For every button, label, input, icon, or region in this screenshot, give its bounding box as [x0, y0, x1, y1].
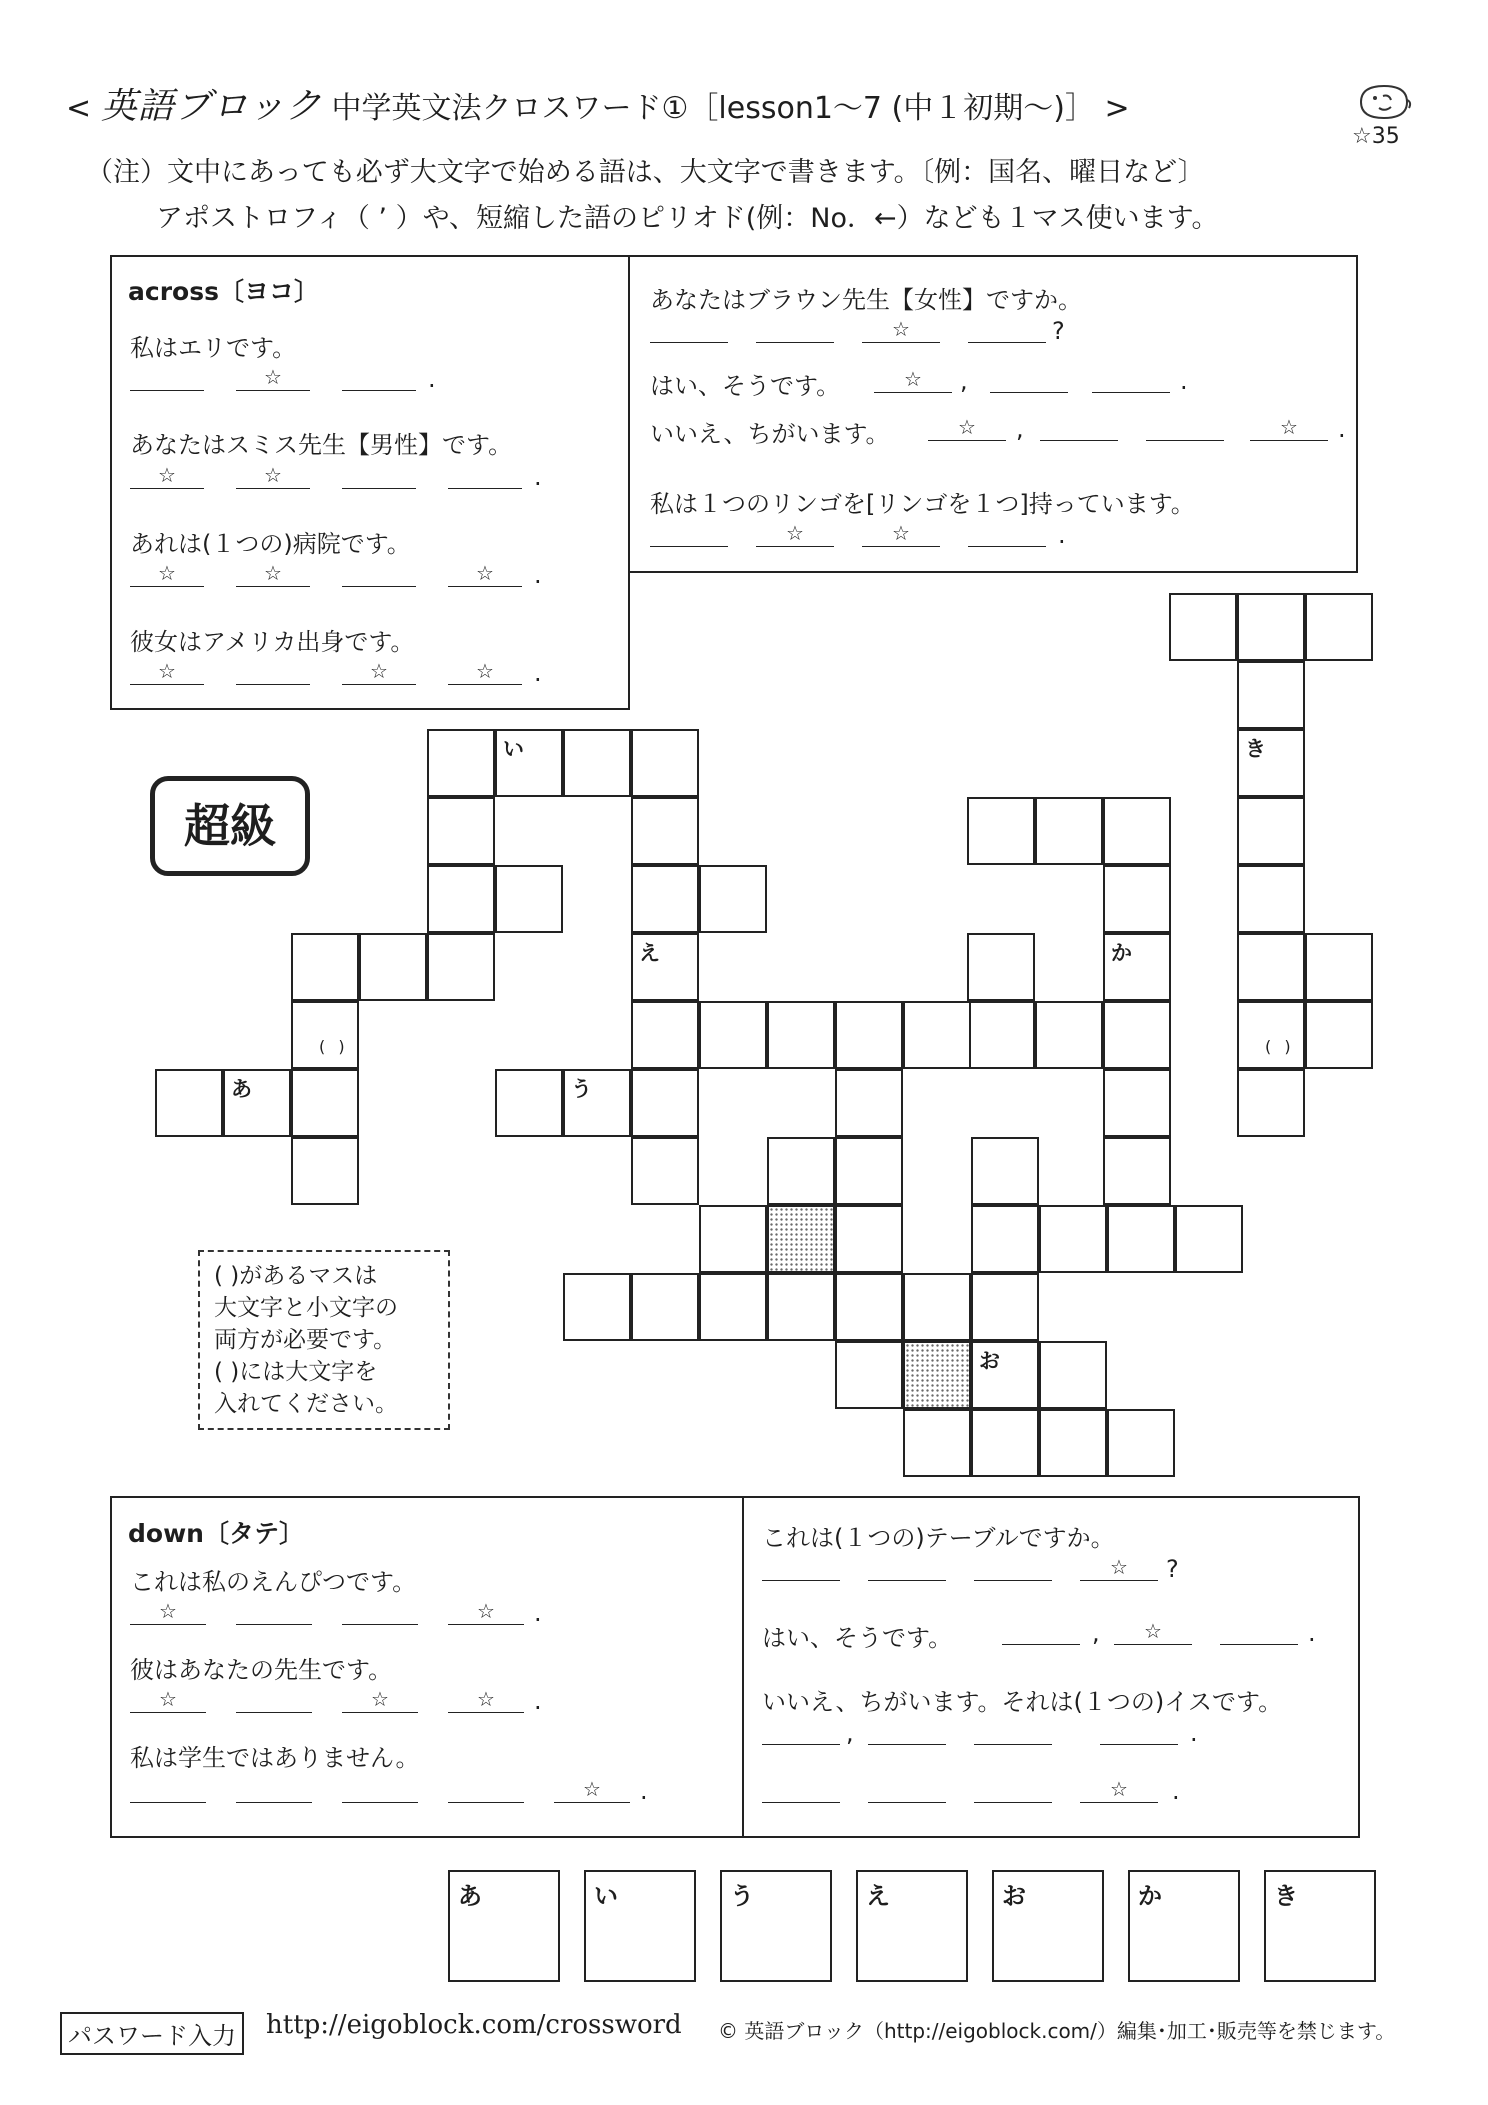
crossword-cell[interactable] — [971, 1273, 1039, 1341]
answer-blank[interactable] — [650, 316, 728, 343]
brand-logo: 英語ブロック — [100, 86, 322, 127]
answer-box-ka[interactable] — [1128, 1870, 1240, 1982]
crossword-cell[interactable] — [767, 1001, 835, 1069]
hint-line: 両方が必要です。 — [214, 1327, 397, 1353]
punctuation: ? — [1166, 1555, 1179, 1583]
mascot-icon — [1355, 80, 1413, 124]
down-clue-2: 彼はあなたの先生です。 — [130, 1656, 393, 1684]
comma: , — [846, 1719, 854, 1747]
answer-box-label: き — [1274, 1882, 1298, 1910]
crossword-cell[interactable] — [1237, 933, 1305, 1001]
crossword-cell[interactable] — [699, 1273, 767, 1341]
answer-blank[interactable] — [1146, 414, 1224, 441]
down-clue-5: はい、そうです。 — [762, 1624, 953, 1652]
answer-blank[interactable]: ☆ — [928, 414, 1006, 441]
answer-blank[interactable] — [650, 520, 728, 547]
comma: , — [960, 367, 968, 395]
answer-blank[interactable]: ☆ — [342, 1686, 418, 1713]
punctuation: . — [534, 1687, 542, 1715]
crossword-cell[interactable] — [427, 933, 495, 1001]
crossword-cell[interactable] — [291, 1001, 359, 1069]
crossword-cell[interactable] — [1305, 1001, 1373, 1069]
comma: , — [1092, 1619, 1100, 1647]
crossword-cell[interactable] — [1103, 865, 1171, 933]
answer-box-u[interactable] — [720, 1870, 832, 1982]
answer-blank[interactable]: ☆ — [130, 1598, 206, 1625]
answer-blank[interactable]: ☆ — [756, 520, 834, 547]
crossword-url-link[interactable]: http://eigoblock.com/crossword — [266, 2010, 682, 2040]
crossword-cell[interactable] — [971, 1137, 1039, 1205]
answer-box-label: え — [866, 1882, 890, 1910]
crossword-cell[interactable] — [1305, 593, 1373, 661]
shaded-cell — [903, 1341, 971, 1409]
hint-line: ( )があるマスは — [214, 1263, 378, 1289]
crossword-cell[interactable] — [563, 1069, 631, 1137]
crossword-cell[interactable] — [1237, 1069, 1305, 1137]
answer-blank[interactable] — [130, 1776, 206, 1803]
punctuation: . — [1338, 415, 1346, 443]
crossword-cell[interactable] — [1103, 933, 1171, 1001]
crossword-cell[interactable] — [903, 1409, 971, 1477]
page-title — [66, 78, 1130, 129]
answer-blank[interactable] — [236, 1776, 312, 1803]
punctuation: . — [534, 1599, 542, 1627]
crossword-cell[interactable] — [155, 1069, 223, 1137]
answer-blank[interactable]: ☆ — [130, 658, 204, 685]
crossword-cell[interactable] — [223, 1069, 291, 1137]
down-clue-1: これは私のえんぴつです。 — [130, 1568, 417, 1596]
answer-blank[interactable]: ☆ — [448, 1598, 524, 1625]
down-clue-4: これは(１つの)テーブルですか。 — [762, 1524, 1115, 1552]
answer-blank[interactable] — [868, 1554, 946, 1581]
crossword-cell[interactable] — [1035, 797, 1103, 865]
punctuation: . — [428, 365, 436, 393]
down-heading: down〔タテ〕 — [128, 1519, 304, 1548]
across-clue-2: あなたはスミス先生【男性】です。 — [130, 431, 513, 459]
answer-blank[interactable] — [342, 1598, 418, 1625]
crossword-cell[interactable] — [631, 729, 699, 797]
copyright-notice: © 英語ブロック（http://eigoblock.com/）編集･加工･販売等を禁じます。 — [718, 2019, 1396, 2043]
answer-blank[interactable] — [1100, 1718, 1178, 1745]
answer-blank[interactable] — [974, 1776, 1052, 1803]
answer-blank[interactable] — [448, 1776, 524, 1803]
answer-box-e[interactable] — [856, 1870, 968, 1982]
answer-blank[interactable]: ☆ — [554, 1776, 630, 1803]
crossword-cell[interactable] — [835, 1001, 903, 1069]
punctuation: . — [1058, 521, 1066, 549]
crossword-cell[interactable] — [835, 1137, 903, 1205]
answer-blank[interactable]: ☆ — [236, 364, 310, 391]
punctuation: . — [1308, 1619, 1316, 1647]
crossword-cell[interactable] — [971, 1341, 1039, 1409]
answer-box-i[interactable] — [584, 1870, 696, 1982]
crossword-cell[interactable] — [291, 933, 359, 1001]
crossword-cell[interactable] — [699, 1001, 767, 1069]
clue-label-u: う — [571, 1077, 592, 1101]
answer-blank[interactable]: ☆ — [1250, 414, 1328, 441]
level-badge: 超級 — [150, 776, 310, 876]
hint-line: ( )には大文字を — [214, 1359, 378, 1385]
hint-line: 大文字と小文字の — [214, 1295, 398, 1321]
crossword-cell[interactable] — [767, 1273, 835, 1341]
crossword-cell[interactable] — [1237, 593, 1305, 661]
crossword-cell[interactable] — [631, 933, 699, 1001]
across-clue-1: 私はエリです。 — [130, 334, 297, 362]
answer-blank[interactable] — [342, 560, 416, 587]
uppercase-marker: ( ) — [319, 1037, 349, 1056]
answer-blank[interactable] — [762, 1776, 840, 1803]
answer-blank[interactable] — [130, 364, 204, 391]
crossword-cell[interactable] — [967, 797, 1035, 865]
crossword-cell[interactable] — [699, 865, 767, 933]
answer-blank[interactable]: ☆ — [1080, 1554, 1158, 1581]
across-clue-7: いいえ、ちがいます。 — [650, 420, 890, 448]
crossword-cell[interactable] — [359, 933, 427, 1001]
hint-box — [198, 1250, 450, 1430]
close-bracket: > — [1104, 91, 1130, 126]
crossword-cell[interactable] — [767, 1137, 835, 1205]
answer-box-label: あ — [458, 1882, 482, 1910]
crossword-cell[interactable] — [1305, 933, 1373, 1001]
punctuation: . — [640, 1777, 648, 1805]
crossword-cell[interactable] — [1237, 1001, 1305, 1069]
clue-label-ki: き — [1245, 737, 1266, 761]
answer-blank[interactable] — [868, 1718, 946, 1745]
answer-blank[interactable] — [974, 1554, 1052, 1581]
answer-blank[interactable]: ☆ — [862, 316, 940, 343]
crossword-cell[interactable] — [835, 1341, 903, 1409]
answer-blank[interactable] — [342, 1776, 418, 1803]
across-heading: across〔ヨコ〕 — [128, 277, 319, 306]
answer-blank[interactable] — [1092, 366, 1170, 393]
answer-blank[interactable]: ☆ — [236, 560, 310, 587]
clue-label-ka: か — [1111, 941, 1132, 965]
crossword-cell[interactable] — [1103, 1137, 1171, 1205]
crossword-cell[interactable] — [1039, 1409, 1107, 1477]
crossword-cell[interactable] — [631, 1273, 699, 1341]
answer-blank[interactable] — [1040, 414, 1118, 441]
crossword-cell[interactable] — [835, 1069, 903, 1137]
down-clue-3: 私は学生ではありません。 — [130, 1744, 420, 1772]
answer-blank[interactable]: ☆ — [342, 658, 416, 685]
crossword-cell[interactable] — [1237, 865, 1305, 933]
shaded-cell — [767, 1205, 835, 1273]
answer-blank[interactable] — [342, 462, 416, 489]
punctuation: . — [1172, 1777, 1180, 1805]
crossword-cell[interactable] — [631, 1137, 699, 1205]
crossword-cell[interactable] — [631, 797, 699, 865]
crossword-cell[interactable] — [903, 1273, 971, 1341]
title-text: 中学英文法クロスワード①［lesson1～7 (中１初期～)］ — [331, 91, 1095, 126]
across-clue-5: あなたはブラウン先生【女性】ですか。 — [650, 286, 1082, 314]
crossword-cell[interactable] — [291, 1069, 359, 1137]
crossword-cell[interactable] — [1237, 661, 1305, 729]
crossword-cell[interactable] — [631, 1001, 699, 1069]
note-line-1: （注）文中にあっても必ず大文字で始める語は、大文字で書きます。〔例：国名、曜日など〕 — [86, 157, 1205, 188]
answer-blank[interactable] — [974, 1718, 1052, 1745]
note-line-2: アポストロフィ（ ’ ）や、短縮した語のピリオド(例：No．←）なども１マス使います。 — [156, 203, 1219, 234]
answer-box-label: い — [594, 1882, 618, 1910]
answer-blank[interactable] — [756, 316, 834, 343]
crossword-cell[interactable] — [1039, 1341, 1107, 1409]
clue-label-e: え — [639, 941, 660, 965]
across-clue-8: 私は１つのリンゴを[リンゴを１つ]持っています。 — [650, 490, 1195, 518]
answer-blank[interactable] — [448, 462, 522, 489]
crossword-cell[interactable] — [563, 729, 631, 797]
answer-blank[interactable]: ☆ — [448, 560, 522, 587]
answer-blank[interactable] — [236, 1598, 312, 1625]
answer-box-label: か — [1138, 1882, 1162, 1910]
punctuation: ? — [1052, 317, 1065, 345]
comma: , — [1016, 415, 1024, 443]
answer-blank[interactable]: ☆ — [1114, 1618, 1192, 1645]
answer-blank[interactable] — [342, 364, 416, 391]
answer-blank[interactable] — [968, 520, 1046, 547]
across-clue-4: 彼女はアメリカ出身です。 — [130, 628, 415, 656]
open-bracket: < — [66, 91, 92, 126]
crossword-cell[interactable] — [835, 1205, 903, 1273]
punctuation: . — [534, 561, 542, 589]
crossword-cell[interactable] — [563, 1273, 631, 1341]
answer-blank[interactable] — [968, 316, 1046, 343]
answer-blank[interactable]: ☆ — [448, 1686, 524, 1713]
answer-blank[interactable]: ☆ — [1080, 1776, 1158, 1803]
answer-blank[interactable]: ☆ — [862, 520, 940, 547]
crossword-cell[interactable] — [1035, 1001, 1103, 1069]
crossword-cell[interactable] — [427, 865, 495, 933]
crossword-cell[interactable] — [1103, 1069, 1171, 1137]
crossword-cell[interactable] — [1103, 1001, 1171, 1069]
answer-blank[interactable] — [1220, 1618, 1298, 1645]
answer-blank[interactable] — [990, 366, 1068, 393]
crossword-cell[interactable] — [1237, 729, 1305, 797]
answer-blank[interactable] — [1002, 1618, 1080, 1645]
crossword-cell[interactable] — [1039, 1205, 1107, 1273]
crossword-cell[interactable] — [971, 1409, 1039, 1477]
crossword-cell[interactable] — [1237, 797, 1305, 865]
crossword-cell[interactable] — [1107, 1205, 1175, 1273]
crossword-cell[interactable] — [967, 1001, 1035, 1069]
across-clue-3: あれは(１つの)病院です。 — [130, 530, 411, 558]
crossword-cell[interactable] — [631, 1069, 699, 1137]
clue-label-i: い — [503, 737, 524, 761]
answer-blank[interactable]: ☆ — [874, 366, 952, 393]
password-input-label: パスワード入力 — [60, 2012, 244, 2055]
clue-label-a: あ — [231, 1077, 252, 1101]
answer-box-a[interactable] — [448, 1870, 560, 1982]
answer-box-ki[interactable] — [1264, 1870, 1376, 1982]
answer-blank[interactable]: ☆ — [130, 462, 204, 489]
punctuation: . — [534, 463, 542, 491]
crossword-cell[interactable] — [495, 1069, 563, 1137]
crossword-cell[interactable] — [495, 729, 563, 797]
punctuation: . — [1190, 1719, 1198, 1747]
punctuation: . — [534, 659, 542, 687]
star-count: ☆35 — [1352, 124, 1400, 149]
answer-blank[interactable] — [868, 1776, 946, 1803]
answer-box-o[interactable] — [992, 1870, 1104, 1982]
uppercase-marker: ( ) — [1265, 1037, 1295, 1056]
answer-blank[interactable] — [762, 1554, 840, 1581]
crossword-cell[interactable] — [835, 1273, 903, 1341]
crossword-cell[interactable] — [1175, 1205, 1243, 1273]
answer-blank[interactable] — [236, 658, 310, 685]
clue-label-o: お — [979, 1349, 1000, 1373]
crossword-cell[interactable] — [1107, 1409, 1175, 1477]
punctuation: . — [1180, 367, 1188, 395]
answer-blank[interactable]: ☆ — [130, 1686, 206, 1713]
answer-blank[interactable]: ☆ — [130, 560, 204, 587]
crossword-cell[interactable] — [291, 1137, 359, 1205]
answer-blank[interactable]: ☆ — [236, 462, 310, 489]
answer-box-label: お — [1002, 1882, 1026, 1910]
crossword-cell[interactable] — [427, 729, 495, 797]
across-clue-6: はい、そうです。 — [650, 372, 841, 400]
crossword-cell[interactable] — [903, 1001, 971, 1069]
crossword-cell[interactable] — [495, 865, 563, 933]
crossword-cell[interactable] — [631, 865, 699, 933]
down-clue-6: いいえ、ちがいます。それは(１つの)イスです。 — [762, 1688, 1283, 1716]
answer-blank[interactable] — [762, 1718, 840, 1745]
crossword-cell[interactable] — [1103, 797, 1171, 865]
crossword-cell[interactable] — [427, 797, 495, 865]
hint-line: 入れてください。 — [214, 1391, 398, 1417]
crossword-cell[interactable] — [967, 933, 1035, 1001]
crossword-cell[interactable] — [1169, 593, 1237, 661]
answer-blank[interactable]: ☆ — [448, 658, 522, 685]
answer-blank[interactable] — [236, 1686, 312, 1713]
crossword-cell[interactable] — [971, 1205, 1039, 1273]
answer-box-label: う — [730, 1882, 754, 1910]
crossword-cell[interactable] — [699, 1205, 767, 1273]
